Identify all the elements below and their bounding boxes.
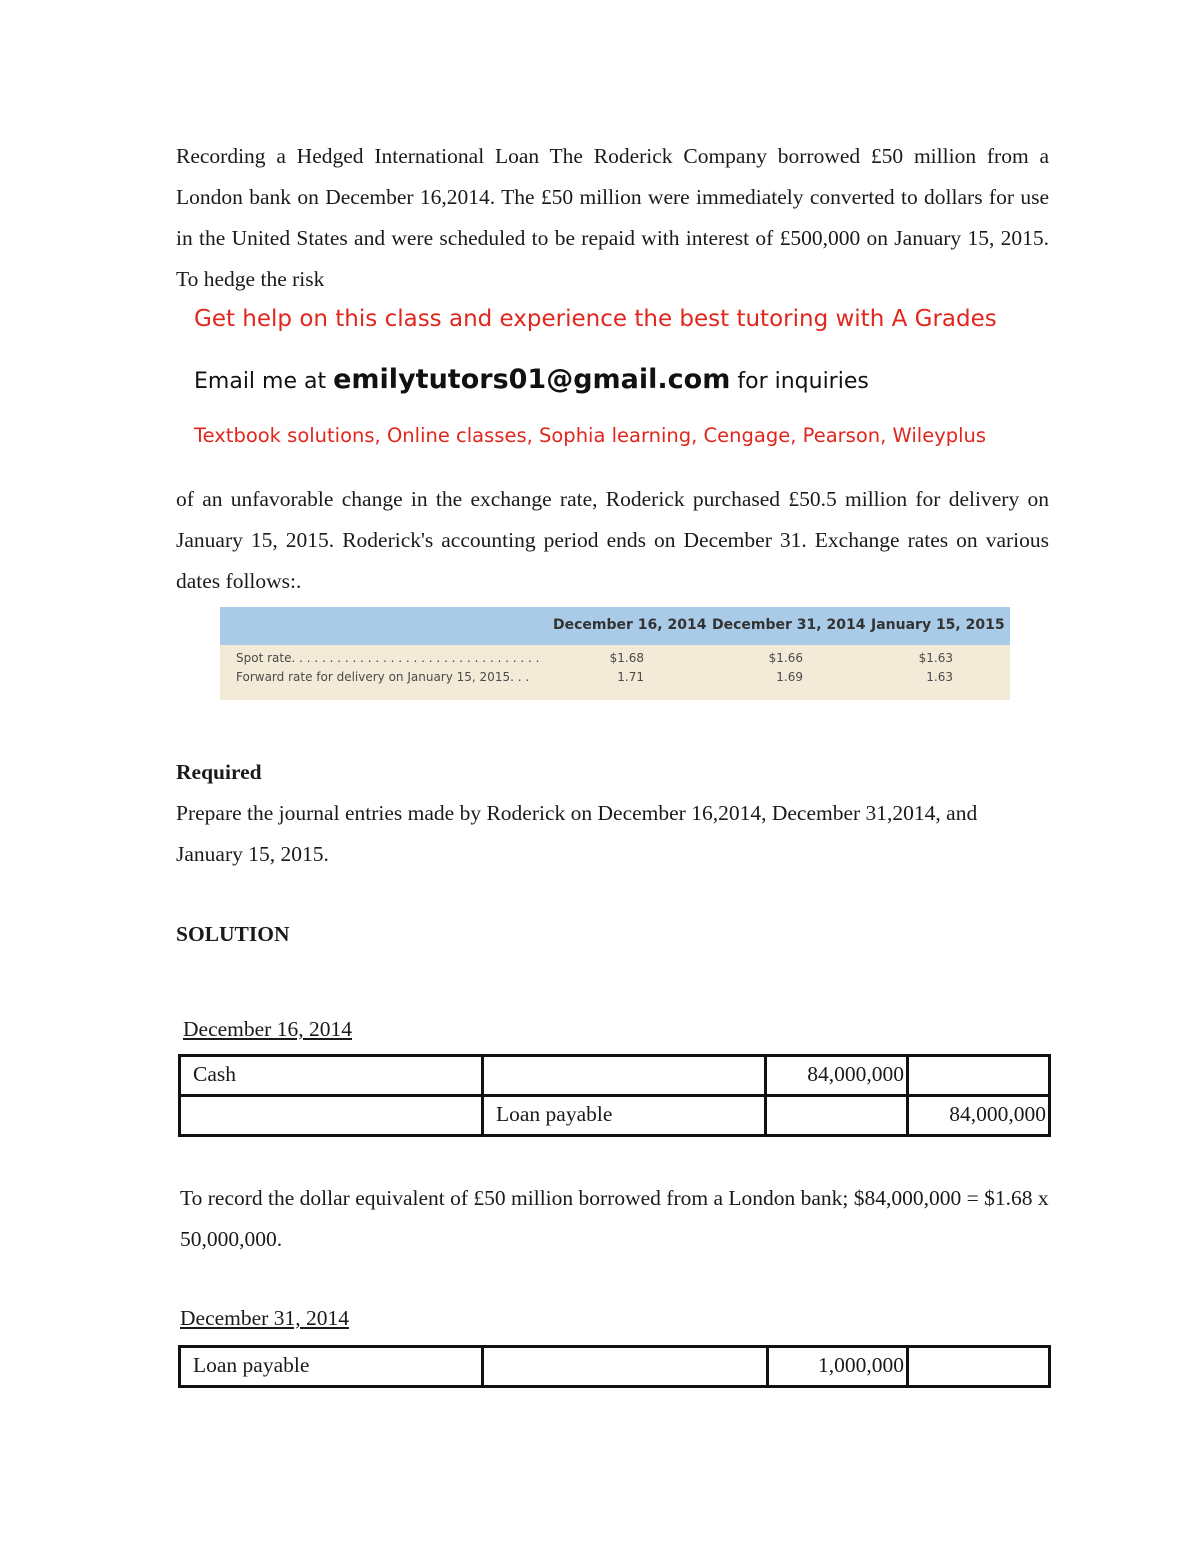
rates-row-forward-label: Forward rate for delivery on January 15, 2015. . . — [236, 670, 530, 684]
promo-email: emilytutors01@gmail.com — [333, 364, 731, 395]
journal-entry-1-table — [178, 1054, 1051, 1137]
rates-row-spot-label: Spot rate. . . . . . . . . . . . . . . . . . . . . . . . . . . . . . . . . — [236, 651, 540, 665]
rates-header-dec31: December 31, 2014 — [712, 617, 866, 633]
rates-forward-dec16: 1.71 — [617, 670, 644, 684]
rates-spot-dec31: $1.66 — [768, 651, 803, 665]
rates-spot-dec16: $1.68 — [609, 651, 644, 665]
promo-email-prefix: Email me at — [194, 369, 327, 394]
entry1-r1-credit-account — [483, 1056, 766, 1096]
exchange-rates-table — [220, 607, 1010, 700]
table-row — [180, 1056, 1050, 1096]
entry2-r1-credit — [908, 1347, 1050, 1387]
entry2-r1-debit: 1,000,000 — [768, 1347, 908, 1387]
required-heading: Required — [176, 760, 262, 784]
promo-services: Textbook solutions, Online classes, Sophia learning, Cengage, Pearson, Wileyplus — [194, 424, 987, 447]
entry2-r1-credit-account — [483, 1347, 768, 1387]
journal-entry-2-table — [178, 1345, 1051, 1388]
problem-paragraph-1: Recording a Hedged International Loan The Roderick Company borrowed £50 million from a London bank on December 16,2014. The £50 million were immediately converted to dollars for use in the United States and were scheduled to be repaid with interest of £500,000 on January 15, 2015. To hedge the risk — [176, 144, 1049, 291]
entry1-r1-credit — [908, 1056, 1050, 1096]
entry1-note: To record the dollar equivalent of £50 million borrowed from a London bank; $84,000,000 = $1.68 x 50,000,000. — [180, 1186, 1049, 1251]
rates-forward-dec31: 1.69 — [776, 670, 803, 684]
entry1-date: December 16, 2014 — [183, 1017, 352, 1041]
table-row — [180, 1347, 1050, 1387]
promo-contact — [194, 364, 1074, 395]
promo-headline: Get help on this class and experience the best tutoring with A Grades — [194, 306, 997, 332]
entry1-r2-credit-account: Loan payable — [483, 1096, 766, 1136]
rates-header-dec16: December 16, 2014 — [553, 617, 707, 633]
entry1-r1-account: Cash — [180, 1056, 483, 1096]
promo-email-suffix: for inquiries — [737, 369, 869, 394]
entry2-date: December 31, 2014 — [180, 1306, 349, 1330]
entry1-r2-debit — [766, 1096, 908, 1136]
entry1-r2-credit: 84,000,000 — [908, 1096, 1050, 1136]
rates-header-jan15: January 15, 2015 — [871, 617, 1005, 633]
table-row — [180, 1096, 1050, 1136]
entry2-r1-account: Loan payable — [180, 1347, 483, 1387]
rates-spot-jan15: $1.63 — [918, 651, 953, 665]
entry1-r1-debit: 84,000,000 — [766, 1056, 908, 1096]
solution-heading: SOLUTION — [176, 922, 290, 946]
entry1-r2-account — [180, 1096, 483, 1136]
required-text: Prepare the journal entries made by Roderick on December 16,2014, December 31,2014, and January 15, 2015. — [176, 801, 978, 866]
rates-forward-jan15: 1.63 — [926, 670, 953, 684]
problem-paragraph-2: of an unfavorable change in the exchange rate, Roderick purchased £50.5 million for delivery on January 15, 2015. Roderick's accounting period ends on December 31. Exchange rates on various dates follows:. — [176, 487, 1049, 593]
